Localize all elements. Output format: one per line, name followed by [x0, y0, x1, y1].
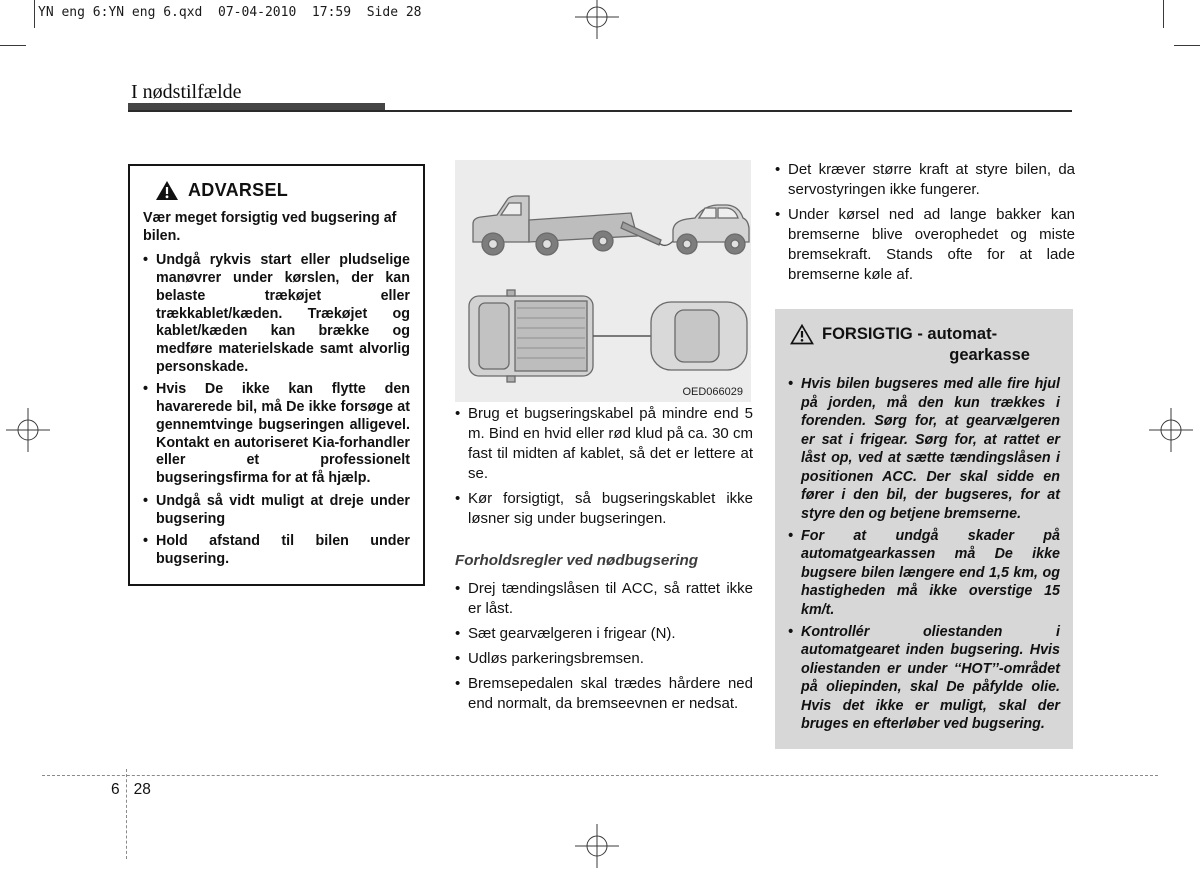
fold-dashed-line	[42, 775, 1158, 776]
warning-bullet: • Undgå så vidt muligt at dreje under bugsering	[143, 493, 410, 528]
page-number	[111, 781, 151, 799]
caution-box-header	[790, 324, 1060, 345]
crop-mark-top-left	[34, 0, 35, 28]
warning-bullet: • Hvis De ikke kan flytte den havarerede bil, må De ikke forsøge at gennemtvinge bugseringen alligevel. Kontakt en autoriseret Kia-forhandler eller et professionelt bugseringsfirma for at få hjælp.	[143, 381, 410, 487]
crop-mark-top-right	[1163, 0, 1164, 28]
middle-sub-bullet: • Sæt gearvælgeren i frigear (N).	[455, 624, 753, 644]
middle-column-text	[455, 404, 753, 719]
registration-mark-top-icon	[575, 0, 619, 39]
caution-bullet: • For at undgå skader på automatgearkassen må De ikke bugsere bilen længere end 1,5 km, og hastigheden må ikke overstige 15 km/t.	[788, 527, 1060, 620]
right-bullet: • Under kørsel ned ad lange bakker kan bremserne blive overophedet og miste bremsekraft. Stands ofte for at lade bremserne køle af.	[775, 205, 1075, 285]
caution-bullet: • Hvis bilen bugseres med alle fire hjul på jorden, må den kun trækkes i forenden. Sørg for, at gearvælgeren er sat i frigear. Sørg for, at rattet er låst op, ved at sætte tændingslåsen i positionen ACC. Der skal sidde en fører i den bil, der bugseres, for at styre den og betjene bremserne.	[788, 375, 1060, 524]
tow-truck-and-car-image	[455, 160, 751, 402]
middle-sub-bullet: • Drej tændingslåsen til ACC, så rattet ikke er låst.	[455, 579, 753, 619]
registration-mark-bottom-icon	[575, 824, 619, 868]
warning-bullet: • Hold afstand til bilen under bugsering.	[143, 533, 410, 568]
figure-caption: OED066029	[682, 386, 743, 398]
caution-box-title-line2: gearkasse	[949, 346, 1030, 364]
crop-mark-right-edge	[1174, 45, 1200, 46]
page-title: I nødstilfælde	[131, 81, 242, 103]
registration-mark-right-icon	[1149, 408, 1193, 452]
right-column-text	[775, 160, 1075, 291]
warning-box	[128, 164, 425, 586]
warning-box-header	[155, 180, 410, 201]
middle-sub-bullet: • Bremsepedalen skal trædes hårdere ned end normalt, da bremseevnen er nedsat.	[455, 674, 753, 714]
caution-box-title-line1: FORSIGTIG - automat-	[822, 325, 998, 343]
middle-bullet: • Kør forsigtigt, så bugseringskablet ikke løsner sig under bugseringen.	[455, 489, 753, 529]
warning-box-title: ADVARSEL	[188, 180, 289, 200]
warning-bullet: • Undgå rykvis start eller pludselige manøvrer under kørslen, der kan belaste trækøjet eller trækkablet/kæden. Trækøjet og kablet/kæden kan brække og medføre materielskade samt alvorlig personskade.	[143, 252, 410, 376]
registration-mark-left-icon	[6, 408, 50, 452]
caution-bullet: • Kontrollér oliestanden i automatgearet inden bugsering. Hvis oliestanden er under ‘‘HOT’’-området på oliepinden, skal De påfylde olie. Hvis det ikke er muligt, skal der bruges en efterløber ved bugsering.	[788, 623, 1060, 734]
print-header-text: YN eng 6:YN eng 6.qxd 07-04-2010 17:59 Side 28	[38, 5, 422, 20]
warning-triangle-icon	[155, 180, 179, 201]
right-bullet: • Det kræver større kraft at styre bilen, da servostyringen ikke fungerer.	[775, 160, 1075, 200]
warning-box-intro: Vær meget forsigtig ved bugsering af bilen.	[143, 210, 397, 244]
middle-bullet: • Brug et bugseringskabel på mindre end 5 m. Bind en hvid eller rød klud på ca. 30 cm fast til midten af kablet, så det er lettere at se.	[455, 404, 753, 484]
caution-triangle-icon	[790, 324, 814, 345]
page-number-value: 28	[133, 781, 151, 798]
chapter-number: 6	[111, 781, 120, 798]
middle-sub-bullet: • Udløs parkeringsbremsen.	[455, 649, 753, 669]
caution-box	[775, 309, 1073, 749]
subheading-emergency-towing: Forholdsregler ved nødbugsering	[455, 551, 699, 569]
crop-mark-left-edge	[0, 45, 26, 46]
section-title-rule	[128, 110, 1072, 112]
towing-illustration	[455, 160, 751, 402]
